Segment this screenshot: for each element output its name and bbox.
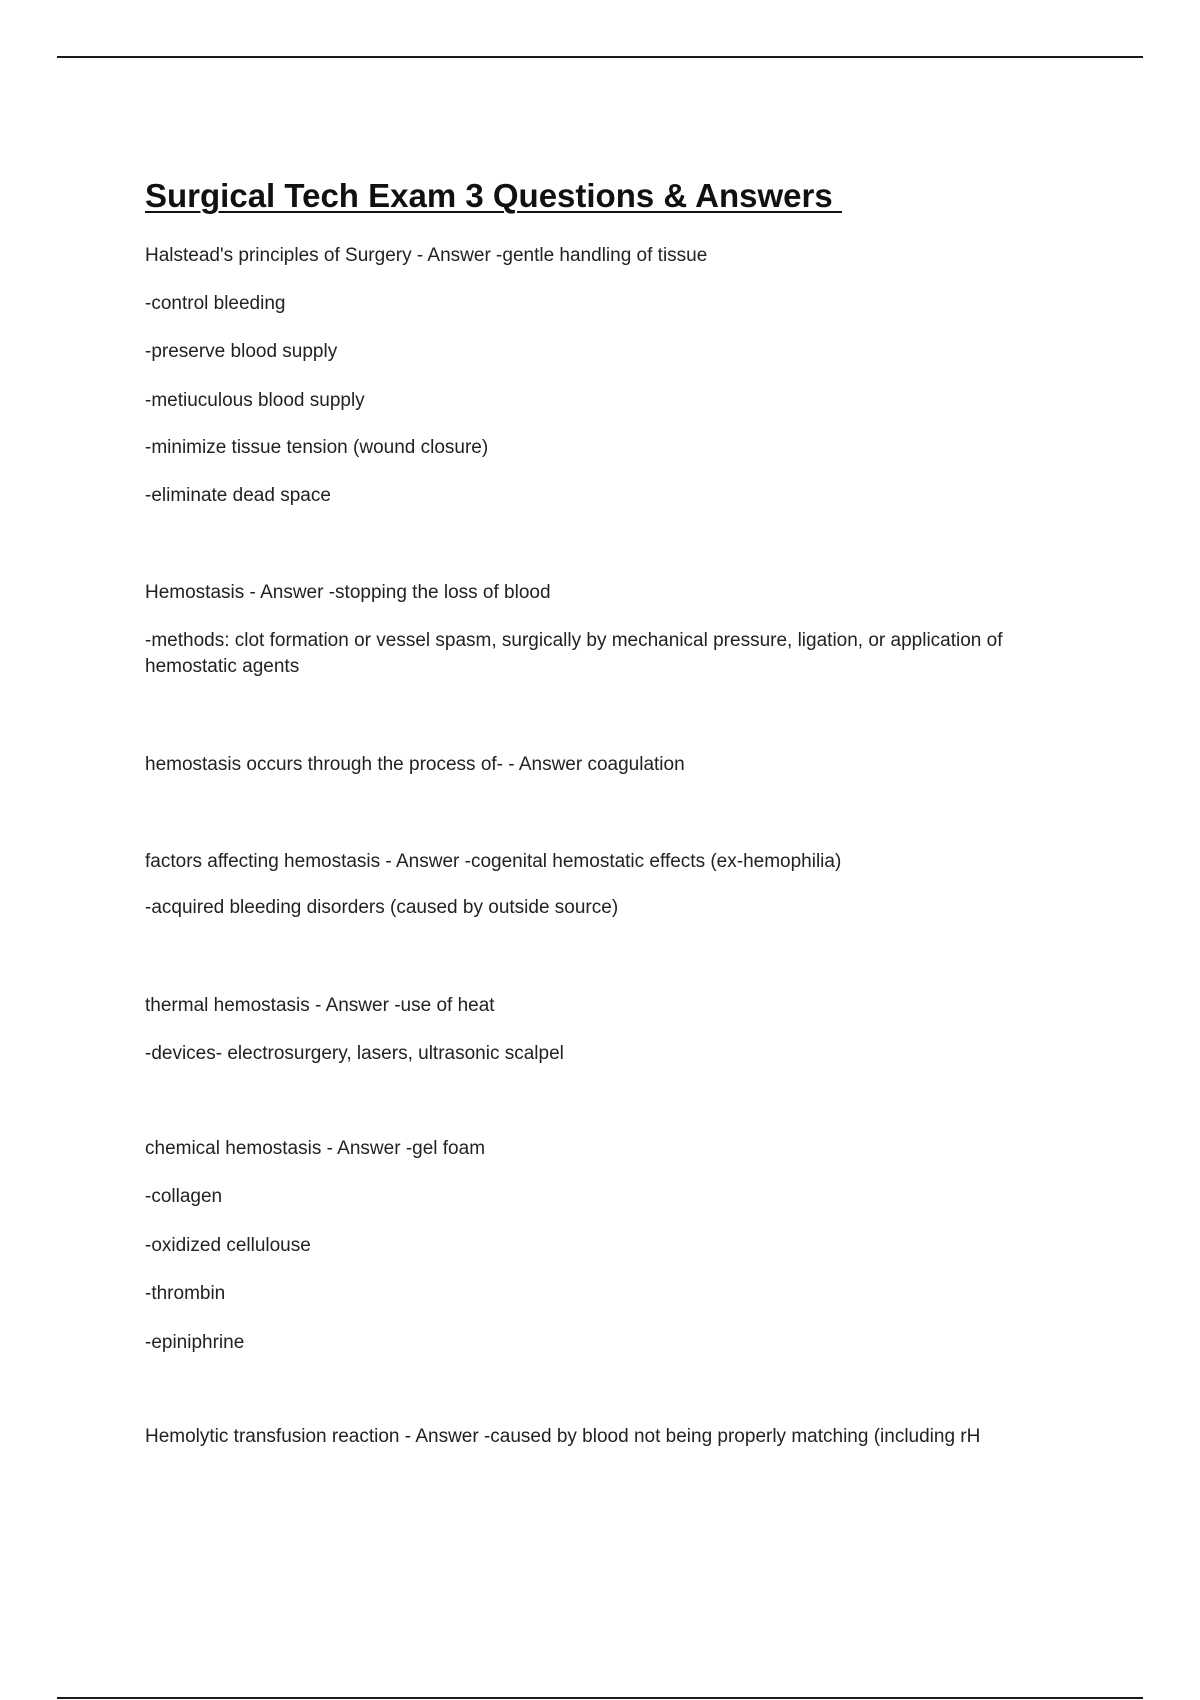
qa-line: -eliminate dead space xyxy=(145,485,331,506)
qa-line: -thrombin xyxy=(145,1283,226,1304)
qa-line-hemostasis: Hemostasis - Answer -stopping the loss of blood xyxy=(145,582,551,603)
qa-line-coagulation: hemostasis occurs through the process of- - Answer coagulation xyxy=(145,754,685,775)
document-title: Surgical Tech Exam 3 Questions & Answers xyxy=(145,177,842,214)
qa-line: -methods: clot formation or vessel spasm, surgically by mechanical pressure, ligation, or application of hemostatic agents xyxy=(145,630,1003,677)
qa-line: -minimize tissue tension (wound closure) xyxy=(145,437,489,458)
qa-line-halstead: Halstead's principles of Surgery - Answer -gentle handling of tissue xyxy=(145,245,708,266)
header-rule xyxy=(57,56,1143,58)
qa-line: -control bleeding xyxy=(145,293,286,314)
qa-line: -collagen xyxy=(145,1186,223,1207)
qa-line: -preserve blood supply xyxy=(145,341,338,362)
qa-line-hemolytic: Hemolytic transfusion reaction - Answer -caused by blood not being properly matching (including rH xyxy=(145,1426,981,1447)
qa-line-thermal: thermal hemostasis - Answer -use of heat xyxy=(145,995,495,1016)
qa-line: -epiniphrine xyxy=(145,1332,245,1353)
qa-line: -oxidized cellulouse xyxy=(145,1235,311,1256)
qa-line: -acquired bleeding disorders (caused by outside source) xyxy=(145,897,619,918)
qa-line: -metiuculous blood supply xyxy=(145,390,365,411)
qa-line-chemical: chemical hemostasis - Answer -gel foam xyxy=(145,1138,486,1159)
footer-rule xyxy=(57,1697,1143,1699)
qa-line: -devices- electrosurgery, lasers, ultrasonic scalpel xyxy=(145,1043,564,1064)
qa-line-factors: factors affecting hemostasis - Answer -cogenital hemostatic effects (ex-hemophilia) xyxy=(145,851,842,872)
